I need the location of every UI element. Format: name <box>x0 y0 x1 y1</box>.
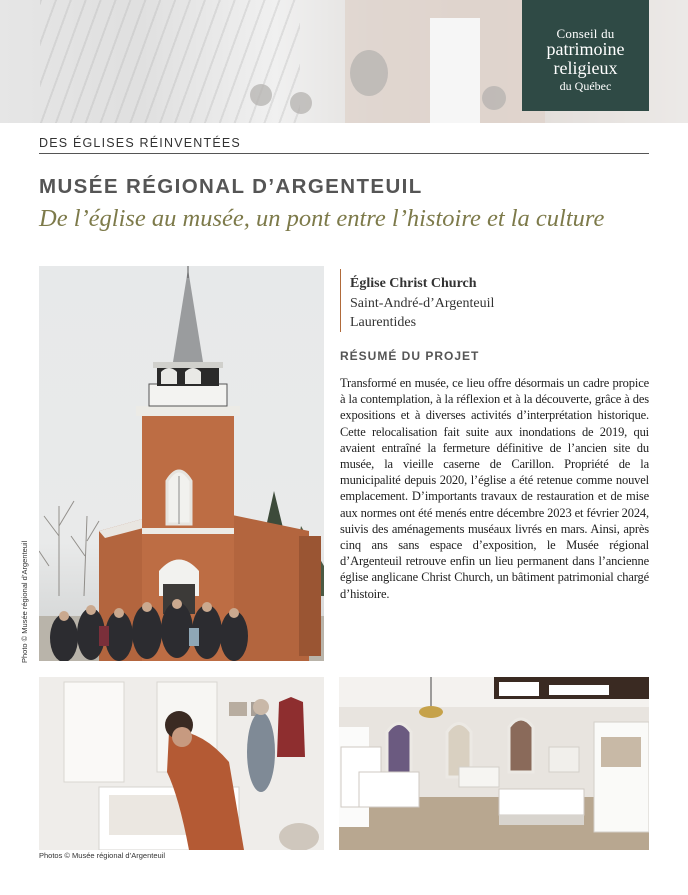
photo-credit: Photos © Musée régional d’Argenteuil <box>39 851 166 860</box>
page-subtitle: De l’église au musée, un pont entre l’histoire et la culture <box>39 205 605 232</box>
divider <box>39 153 649 154</box>
church-illustration <box>39 266 324 661</box>
page-title: MUSÉE RÉGIONAL D’ARGENTEUIL <box>39 175 423 198</box>
interior-illustration <box>339 677 649 850</box>
church-place: Saint-André-d’Argenteuil <box>350 296 495 311</box>
logo-line: Conseil du <box>556 26 615 41</box>
summary-heading: RÉSUMÉ DU PROJET <box>340 349 480 363</box>
logo-line: religieux <box>553 58 618 78</box>
header-banner-photo <box>0 0 688 123</box>
interior-photo <box>339 677 649 850</box>
section-label: DES ÉGLISES RÉINVENTÉES <box>39 136 241 150</box>
church-photo <box>39 266 324 661</box>
photo-credit: Photo © Musée régional d’Argenteuil <box>20 540 29 663</box>
cprq-logo <box>522 0 649 111</box>
visitor-photo <box>39 677 324 850</box>
logo-line: patrimoine <box>546 39 625 59</box>
summary-paragraph: Transformé en musée, ce lieu offre désormais un cadre propice à la contemplation, à la réflexion et à la découverte, grâce à des expositions et à diverses activités d’interprétation historique. Cette relocalisation fait suite aux inondations de 2019, qui avaient entraîné la fermeture définitive de l’ancien site du musée, la vieille caserne de Carillon. Propriété de la municipalité depuis 2020, l’église a été retenue comme nouvel emplacement. D’importants travaux de restauration et de mise aux normes ont été menés entre décembre 2023 et février 2024, suivis des aménagements muséaux livrés en mars. Ainsi, après cinq ans sans espace d’exposition, le Musée régional d’Argenteuil retrouve enfin un lieu permanent dans l’ancienne église anglicane Christ Church, un bâtiment patrimonial chargé d’histoire. <box>340 376 649 601</box>
logo-line: du Québec <box>559 79 612 93</box>
visitor-illustration <box>39 677 324 850</box>
church-name: Église Christ Church <box>350 276 477 291</box>
church-region: Laurentides <box>350 315 417 330</box>
accent-bar <box>340 269 341 332</box>
